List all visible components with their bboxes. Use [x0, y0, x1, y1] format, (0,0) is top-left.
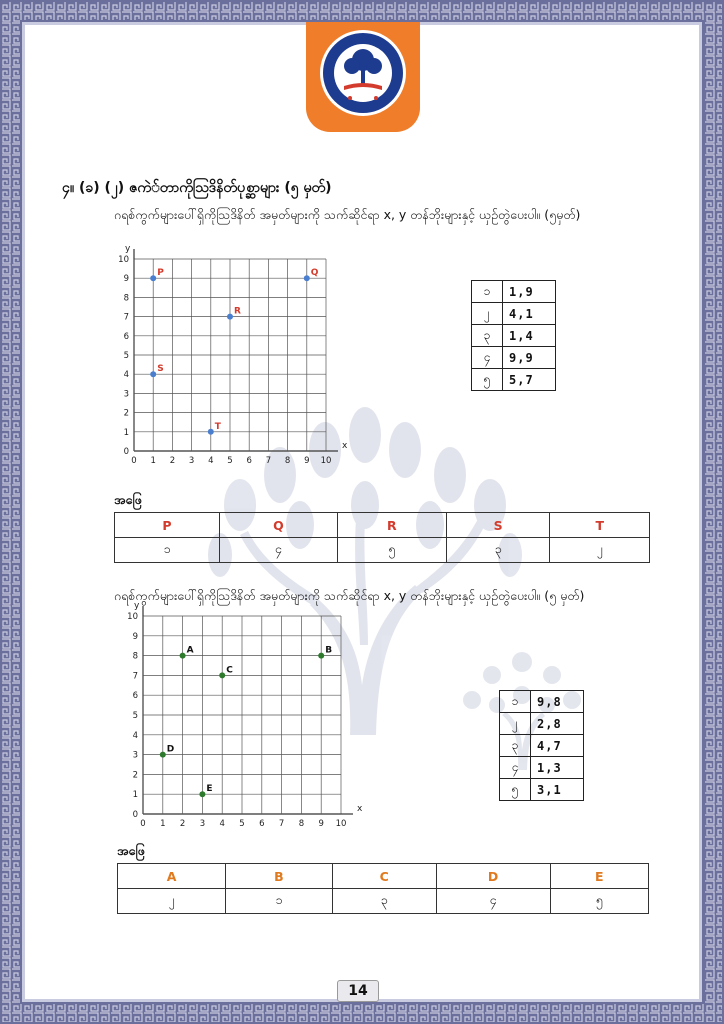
key-value: 1,9	[503, 281, 556, 303]
x-tick-label: 8	[298, 819, 305, 829]
answer-header: A	[118, 864, 226, 889]
key-num: ၂	[472, 303, 503, 325]
answer-header: S	[446, 513, 550, 538]
answer-header-row	[115, 513, 650, 538]
y-tick-label: 6	[123, 331, 129, 342]
key-num: ၂	[500, 713, 531, 735]
answer-value: ၁	[226, 889, 333, 914]
x-tick-label: 0	[131, 456, 137, 466]
y-tick-label: 3	[123, 389, 129, 400]
y-tick-label: 8	[132, 651, 138, 662]
data-point	[227, 314, 233, 320]
x-tick-label: 1	[150, 456, 156, 466]
key-value: 9,9	[503, 347, 556, 369]
answer-header: D	[436, 864, 550, 889]
answer-value: ၄	[436, 889, 550, 914]
key-row	[472, 281, 556, 303]
data-point	[208, 429, 214, 435]
point-label: A	[186, 645, 194, 656]
y-tick-label: 2	[132, 770, 138, 781]
y-tick-label: 1	[123, 427, 129, 438]
chart1	[110, 244, 355, 477]
answer-value-row	[118, 889, 649, 914]
y-tick-label: 3	[132, 750, 138, 761]
point-label: B	[325, 645, 333, 656]
x-tick-label: 4	[219, 819, 225, 829]
key-value: 1,4	[503, 325, 556, 347]
key-row	[500, 735, 584, 757]
point-label: S	[157, 364, 164, 375]
key-value: 2,8	[531, 713, 584, 735]
key-value: 4,1	[503, 303, 556, 325]
section2-answer-table	[117, 863, 649, 914]
x-tick-label: 3	[188, 456, 195, 466]
y-tick-label: 10	[127, 612, 138, 622]
x-tick-label: 10	[320, 456, 332, 466]
x-tick-label: 0	[140, 819, 146, 829]
data-point	[199, 791, 205, 797]
x-tick-label: 9	[304, 456, 310, 466]
section1-answer-table	[114, 512, 650, 563]
key-row	[500, 757, 584, 779]
key-num: ၅	[472, 369, 503, 391]
key-row	[472, 303, 556, 325]
y-tick-label: 0	[132, 810, 138, 820]
x-tick-label: 5	[239, 819, 245, 829]
data-point	[304, 275, 310, 281]
x-tick-label: 6	[259, 819, 265, 829]
point-label: Q	[310, 268, 319, 279]
chart2	[115, 601, 365, 836]
x-tick-label: 2	[169, 456, 176, 466]
answer-value: ၁	[115, 538, 220, 563]
x-axis-label: x	[357, 804, 363, 814]
key-row	[472, 347, 556, 369]
x-tick-label: 8	[284, 456, 291, 466]
x-tick-label: 6	[246, 456, 252, 466]
x-tick-label: 9	[318, 819, 324, 829]
x-tick-label: 2	[179, 819, 186, 829]
y-tick-label: 4	[123, 370, 129, 381]
answer-header: T	[550, 513, 650, 538]
y-axis-label: y	[125, 244, 131, 254]
answer-header: E	[550, 864, 648, 889]
y-tick-label: 7	[132, 671, 138, 682]
data-point	[150, 371, 156, 377]
answer-header: C	[332, 864, 436, 889]
answer-value: ၃	[446, 538, 550, 563]
key-row	[500, 713, 584, 735]
answer-value: ၂	[550, 538, 650, 563]
x-tick-label: 3	[199, 819, 206, 829]
y-axis-label: y	[134, 601, 140, 611]
key-num: ၁	[472, 281, 503, 303]
x-tick-label: 7	[265, 456, 272, 466]
x-tick-label: 4	[208, 456, 214, 466]
data-point	[318, 653, 324, 659]
key-value: 4,7	[531, 735, 584, 757]
section1-answer-label: အဖြေ	[114, 492, 142, 507]
x-tick-label: 10	[335, 819, 347, 829]
data-point	[180, 653, 186, 659]
y-tick-label: 1	[132, 790, 138, 801]
answer-header: B	[226, 864, 333, 889]
answer-value: ၅	[550, 889, 648, 914]
key-num: ၃	[472, 325, 503, 347]
x-tick-label: 5	[227, 456, 233, 466]
y-tick-label: 4	[132, 730, 138, 741]
answer-value: ၃	[332, 889, 436, 914]
data-point	[160, 752, 166, 758]
key-row	[500, 779, 584, 801]
key-num: ၃	[500, 735, 531, 757]
point-label: T	[214, 421, 221, 432]
x-axis-label: x	[342, 441, 348, 451]
key-row	[472, 325, 556, 347]
key-value: 3,1	[531, 779, 584, 801]
answer-value: ၅	[337, 538, 446, 563]
y-tick-label: 5	[132, 711, 138, 721]
section1-key-table	[471, 280, 556, 391]
section2-instruction: ဂရစ်ကွက်များပေါ်ရှိကိုသြဒိနိတ် အမှတ်များကို သက်ဆိုင်ရာ x, y တန်ဘိုးများနှင့် ယှဉ်တွဲပေးပါ။ (၅ မှတ်)	[114, 588, 585, 603]
point-label: C	[226, 665, 233, 676]
y-tick-label: 5	[123, 351, 129, 361]
y-tick-label: 0	[123, 447, 129, 457]
answer-value: ၂	[118, 889, 226, 914]
key-num: ၄	[472, 347, 503, 369]
answer-header: R	[337, 513, 446, 538]
answer-header: P	[115, 513, 220, 538]
answer-value: ၄	[220, 538, 338, 563]
y-tick-label: 10	[118, 255, 129, 265]
y-tick-label: 9	[132, 631, 138, 642]
point-label: D	[166, 744, 175, 755]
y-tick-label: 9	[123, 274, 129, 285]
data-point	[219, 672, 225, 678]
key-num: ၄	[500, 757, 531, 779]
key-row	[500, 691, 584, 713]
section2-answer-label: အဖြေ	[117, 843, 145, 858]
y-tick-label: 2	[123, 408, 129, 419]
key-num: ၁	[500, 691, 531, 713]
key-num: ၅	[500, 779, 531, 801]
key-value: 1,3	[531, 757, 584, 779]
x-tick-label: 7	[278, 819, 285, 829]
section1-instruction: ဂရစ်ကွက်များပေါ်ရှိကိုသြဒိနိတ် အမှတ်များကို သက်ဆိုင်ရာ x, y တန်ဘိုးများနှင့် ယှဉ်တွဲပေးပါ။ (၅မှတ်)	[114, 207, 581, 222]
key-value: 9,8	[531, 691, 584, 713]
y-tick-label: 6	[132, 691, 138, 702]
point-label: R	[234, 306, 241, 317]
data-point	[150, 275, 156, 281]
point-label: P	[157, 268, 164, 279]
y-tick-label: 7	[123, 312, 129, 323]
question-title: ၄။ (ခ) (၂) ဇကဲ်တာကိုသြဒိနိတ်ပုစ္ဆာများ (၅ မှတ်)	[62, 180, 332, 196]
y-tick-label: 8	[123, 293, 129, 304]
key-value: 5,7	[503, 369, 556, 391]
x-tick-label: 1	[160, 819, 166, 829]
answer-value-row	[115, 538, 650, 563]
answer-header: Q	[220, 513, 338, 538]
school-logo	[318, 28, 408, 118]
point-label: E	[206, 784, 213, 795]
answer-header-row	[118, 864, 649, 889]
page-number: 14	[337, 980, 379, 1002]
key-row	[472, 369, 556, 391]
section2-key-table	[499, 690, 584, 801]
